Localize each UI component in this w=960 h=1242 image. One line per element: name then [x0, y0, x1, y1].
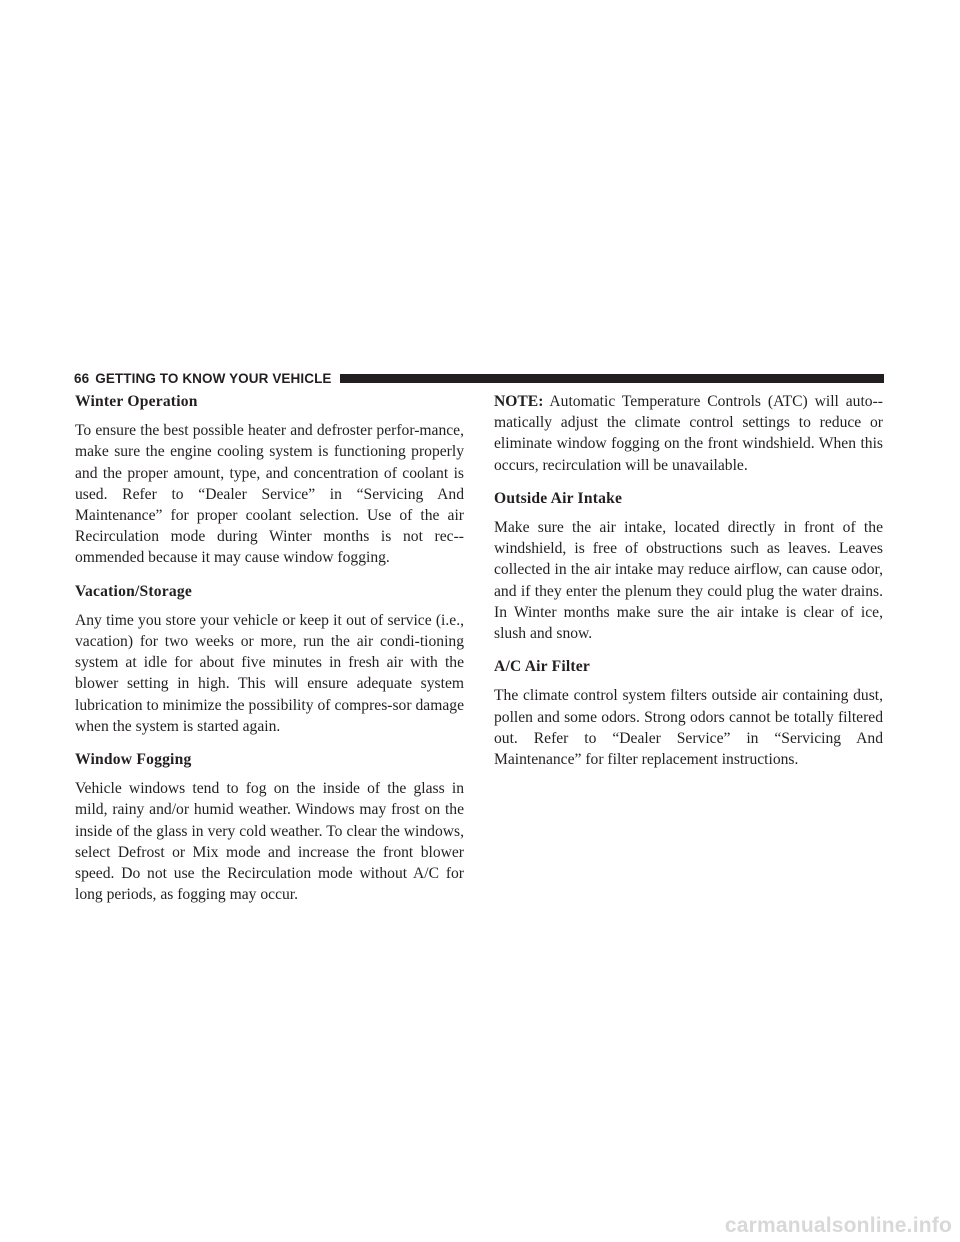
- atc-note: [494, 391, 883, 476]
- outside-air-intake-text: Make sure the air intake, located directly in front of the windshield, is free of obstructions such as leaves. Leaves collected in the air intake may reduce airflow, can cause odor, and if they enter the plenum they could plug the water drains. In Winter months make sure the air intake is clear of ice, slush and snow.: [494, 519, 883, 643]
- ac-air-filter-text: The climate control system filters outside air containing dust, pollen and some odors. Strong odors cannot be totally filtered out. Refer to “Dealer Service” in “Servicing And Maintenance” for filter replacement instructions.: [494, 687, 883, 769]
- window-fogging-text: Vehicle windows tend to fog on the inside of the glass in mild, rainy and/or humid weather. Windows may frost on the inside of the glass in very cold weather. To clear the windows, select Defrost or Mix mode and increase the front blower speed. Do not use the Recirculation mode without A/C for long periods, as fogging may occur.: [75, 780, 464, 904]
- section-title: GETTING TO KNOW YOUR VEHICLE: [95, 370, 332, 386]
- page-number: 66: [74, 370, 90, 386]
- watermark: carmanualsonline.info: [724, 1214, 952, 1237]
- vacation-storage-heading: Vacation/Storage: [75, 582, 192, 600]
- page-header: [74, 368, 884, 388]
- right-column: [494, 391, 883, 782]
- winter-operation-text: To ensure the best possible heater and defroster perfor-mance, make sure the engine cooling system is functioning properly and the proper amount, type, and concentration of coolant is used. Refer to “Dealer Service” in “Servicing And Maintenance” for proper coolant selection. Use of the air Recirculation mode during Winter months is not rec-ommended because it may cause window fogging.: [75, 422, 464, 567]
- window-fogging-heading: Window Fogging: [75, 751, 192, 769]
- header-rule: [340, 374, 884, 383]
- note-label: NOTE:: [494, 393, 544, 410]
- vacation-storage-text: Any time you store your vehicle or keep it out of service (i.e., vacation) for two weeks or more, run the air condi-tioning system at idle for about five minutes in fresh air with the blower setting in high. This will ensure adequate system lubrication to minimize the possibility of compres-sor damage when the system is started again.: [75, 611, 464, 735]
- left-column: [75, 391, 464, 917]
- ac-air-filter-heading: A/C Air Filter: [494, 658, 591, 676]
- winter-operation-heading: Winter Operation: [75, 393, 198, 410]
- note-text: Automatic Temperature Controls (ATC) will auto-matically adjust the climate control settings to reduce or eliminate window fogging on the front windshield. When this occurs, recirculation will be unavailable.: [494, 393, 883, 474]
- outside-air-intake-heading: Outside Air Intake: [494, 489, 623, 507]
